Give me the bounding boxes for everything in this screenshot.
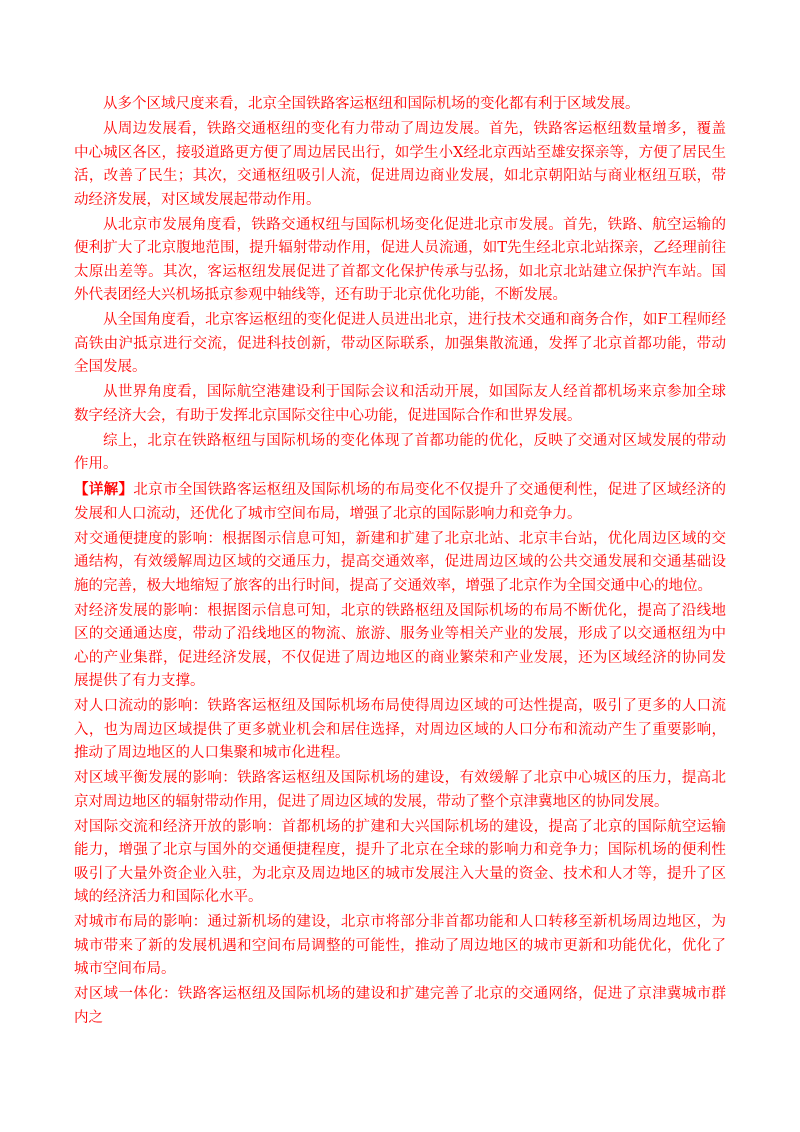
detail-intro-text: 北京市全国铁路客运枢纽及国际机场的布局变化不仅提升了交通便利性，促进了区域经济的发展和人口流动，还优化了城市空间布局，增强了北京的国际影响力和竞争力。 <box>74 482 727 522</box>
detail-point-urban-layout: 对城市布局的影响：通过新机场的建设，北京市将部分非首都功能和人口转移至新机场周边地区，为城市带来了新的发展机遇和空间布局调整的可能性，推动了周边地区的城市更新和功能优化，优化了城市空间布局。 <box>74 914 726 977</box>
detail-point-regional-balance: 对区域平衡发展的影响：铁路客运枢纽及国际机场的建设，有效缓解了北京中心城区的压力，提高北京对周边地区的辐射带动作用，促进了周边区域的发展，带动了整个京津冀地区的协同发展。 <box>74 770 726 810</box>
document-page <box>74 93 726 1032</box>
detail-intro <box>74 478 726 526</box>
answer-paragraph-2: 从周边发展看，铁路交通枢纽的变化有力带动了周边发展。首先，铁路客运枢纽数量增多，覆盖中心城区各区，接驳道路更方便了周边居民出行，如学生小X经北京西站至雄安探亲等，方便了居民生活，改善了民生；其次，交通枢纽吸引人流，促进周边商业发展，如北京朝阳站与商业枢纽互联，带动经济发展，对区域发展起带动作用。 <box>74 121 726 208</box>
answer-paragraph-4: 从全国角度看，北京客运枢纽的变化促进人员进出北京，进行技术交通和商务合作，如F工程师经高铁由沪抵京进行交流，促进科技创新，带动区际联系，加强集散流通，发挥了北京首都功能，带动全国发展。 <box>74 312 726 375</box>
detail-point-population: 对人口流动的影响：铁路客运枢纽及国际机场布局使得周边区域的可达性提高，吸引了更多的人口流入，也为周边区域提供了更多就业机会和居住选择，对周边区域的人口分布和流动产生了重要影响，推动了周边地区的人口集聚和城市化进程。 <box>74 698 726 761</box>
answer-paragraph-3: 从北京市发展角度看，铁路交通权纽与国际机场变化促进北京市发展。首先，铁路、航空运输的便利扩大了北京腹地范围，提升辐射带动作用，促进人员流通，如T先生经北京北站探亲，乙经理前往太原出差等。其次，客运枢纽发展促进了首都文化保护传承与弘扬，如北京北站建立保护汽车站。国外代表团经大兴机场抵京参观中轴线等，还有助于北京优化功能，不断发展。 <box>74 216 726 303</box>
detail-point-international: 对国际交流和经济开放的影响：首都机场的扩建和大兴国际机场的建设，提高了北京的国际航空运输能力，增强了北京与国外的交通便捷程度，提升了北京在全球的影响力和竞争力；国际机场的便利性吸引了大量外资企业入驻，为北京及周边地区的城市发展注入大量的资金、技术和人才等，提升了区域的经济活力和国际化水平。 <box>74 818 726 905</box>
detail-point-integration: 对区域一体化：铁路客运枢纽及国际机场的建设和扩建完善了北京的交通网络，促进了京津冀城市群内之 <box>74 986 726 1026</box>
answer-paragraph-1: 从多个区域尺度来看，北京全国铁路客运枢纽和国际机场的变化都有利于区域发展。 <box>103 96 640 112</box>
detail-heading: 【详解】 <box>74 481 134 498</box>
detail-point-economy: 对经济发展的影响：根据图示信息可知，北京的铁路枢纽及国际机场的布局不断优化，提高了沿线地区的交通通达度，带动了沿线地区的物流、旅游、服务业等相关产业的发展，形成了以交通枢纽为中心的产业集群，促进经济发展，不仅促进了周边地区的商业繁荣和产业发展，还为区域经济的协同发展提供了有力支撑。 <box>74 602 726 689</box>
answer-paragraph-5: 从世界角度看，国际航空港建设利于国际会议和活动开展，如国际友人经首都机场来京参加全球数字经济大会，有助于发挥北京国际交往中心功能，促进国际合作和世界发展。 <box>74 384 726 424</box>
detail-point-transport: 对交通便捷度的影响：根据图示信息可知，新建和扩建了北京北站、北京丰台站，优化周边区域的交通结构，有效缓解周边区域的交通压力，提高交通效率，促进周边区域的公共交通发展和交通基础设施的完善，极大地缩短了旅客的出行时间，提高了交通效率，增强了北京作为全国交通中心的地位。 <box>74 530 726 594</box>
answer-paragraph-6: 综上，北京在铁路枢纽与国际机场的变化体现了首都功能的优化，反映了交通对区域发展的带动作用。 <box>74 432 726 472</box>
